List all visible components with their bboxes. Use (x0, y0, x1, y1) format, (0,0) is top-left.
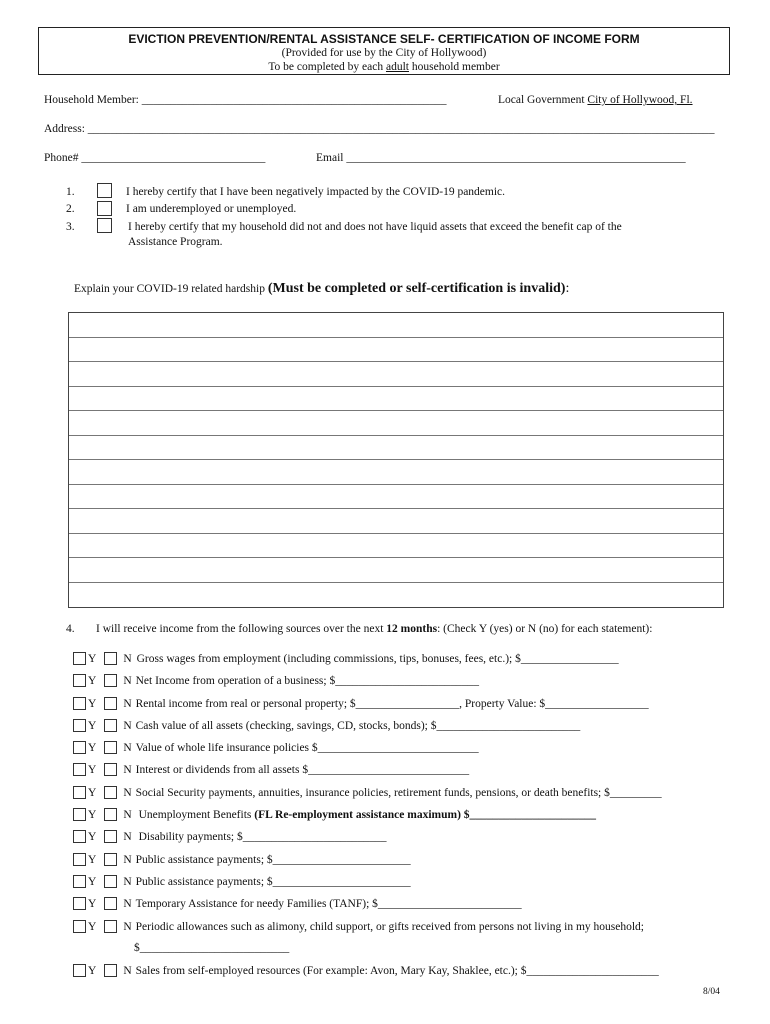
no-label: N (123, 808, 132, 821)
no-checkbox[interactable] (104, 674, 117, 687)
income-row-unemployment (73, 808, 596, 821)
yes-checkbox[interactable] (73, 719, 86, 732)
hardship-emphasis: (Must be completed or self-certification is invalid) (267, 281, 566, 296)
hardship-line (69, 484, 723, 485)
income-row-assets (73, 719, 580, 732)
income-row-tanf (73, 897, 522, 910)
yes-label: Y (88, 786, 97, 799)
no-checkbox[interactable] (104, 830, 117, 843)
household-member-field[interactable]: Household Member: _____________________________________________________ (44, 94, 447, 106)
no-label: N (123, 853, 132, 866)
income-row-gross-wages (73, 652, 619, 665)
yes-checkbox[interactable] (73, 897, 86, 910)
form-instruction (39, 60, 729, 74)
yes-checkbox[interactable] (73, 741, 86, 754)
income-row-disability (73, 830, 387, 843)
income-item-text: Value of whole life insurance policies $____________________________ (135, 741, 479, 754)
income-row-rental (73, 697, 649, 710)
yes-checkbox[interactable] (73, 964, 86, 977)
no-label: N (123, 697, 132, 710)
hardship-line (69, 337, 723, 338)
unemployment-text-bold: (FL Re-employment assistance maximum) (254, 808, 461, 821)
cert-2-number: 2. (66, 203, 75, 215)
yes-checkbox[interactable] (73, 808, 86, 821)
periodic-allowances-amount[interactable]: $__________________________ (134, 942, 290, 954)
income-item-text: Public assistance payments; $________________________ (135, 875, 411, 888)
yes-label: Y (88, 920, 97, 933)
income-item-text: Net Income from operation of a business; $_________________________ (135, 674, 479, 687)
income-item-text: Rental income from real or personal property; $__________________, Property Value: $__________________ (135, 697, 649, 710)
cert-1-checkbox[interactable] (97, 183, 112, 198)
no-checkbox[interactable] (104, 897, 117, 910)
hardship-line (69, 435, 723, 436)
no-label: N (123, 719, 132, 732)
no-label: N (123, 920, 132, 933)
income-number: 4. (66, 623, 75, 635)
hardship-line (69, 361, 723, 362)
hardship-line (69, 508, 723, 509)
cert-2-text: I am underemployed or unemployed. (126, 203, 297, 215)
hardship-label (74, 281, 569, 297)
income-row-public-assistance-1 (73, 853, 411, 866)
no-label: N (123, 674, 132, 687)
yes-checkbox[interactable] (73, 697, 86, 710)
yes-checkbox[interactable] (73, 763, 86, 776)
form-subtitle: (Provided for use by the City of Hollywood) (281, 47, 487, 59)
income-item-text: Interest or dividends from all assets $____________________________ (135, 763, 470, 776)
income-intro (96, 623, 652, 635)
income-item-text: Public assistance payments; $________________________ (135, 853, 411, 866)
income-item-text: Periodic allowances such as alimony, child support, or gifts received from persons not living in my household; (135, 920, 644, 933)
yes-label: Y (88, 808, 97, 821)
no-checkbox[interactable] (104, 964, 117, 977)
email-field[interactable]: Email ___________________________________________________________ (316, 152, 686, 164)
yes-checkbox[interactable] (73, 674, 86, 687)
no-label: N (123, 786, 132, 799)
income-row-public-assistance-2 (73, 875, 411, 888)
no-checkbox[interactable] (104, 697, 117, 710)
yes-label: Y (88, 897, 97, 910)
income-intro-post: : (Check Y (yes) or N (no) for each statement): (437, 623, 653, 635)
phone-field[interactable]: Phone# ________________________________ (44, 152, 266, 164)
hardship-line (69, 459, 723, 460)
yes-checkbox[interactable] (73, 830, 86, 843)
unemployment-text-post: $______________________ (460, 808, 597, 821)
no-label: N (123, 741, 132, 754)
income-item-text: Disability payments; $_________________________ (138, 830, 387, 843)
income-item-text: Sales from self-employed resources (For example: Avon, Mary Kay, Shaklee, etc.); $_______________________ (135, 964, 659, 977)
local-government-value: City of Hollywood, Fl. (587, 94, 693, 106)
no-label: N (123, 875, 132, 888)
hardship-line (69, 557, 723, 558)
address-field[interactable]: Address: _____________________________________________________________________________________________________________ (44, 123, 715, 135)
cert-3-text: I hereby certify that my household did not and does not have liquid assets that exceed the benefit cap of the (128, 221, 622, 233)
cert-3-text-line2: Assistance Program. (128, 236, 223, 248)
instruction-underlined: adult (385, 61, 409, 73)
yes-label: Y (88, 964, 97, 977)
no-checkbox[interactable] (104, 853, 117, 866)
form-title: EVICTION PREVENTION/RENTAL ASSISTANCE SELF- CERTIFICATION OF INCOME FORM (128, 32, 640, 46)
no-checkbox[interactable] (104, 652, 117, 665)
no-label: N (123, 964, 132, 977)
income-item-text: Cash value of all assets (checking, savings, CD, stocks, bonds); $_________________________ (135, 719, 581, 732)
no-checkbox[interactable] (104, 786, 117, 799)
income-item-text: Social Security payments, annuities, insurance policies, retirement funds, pensions, or death benefits; $_________ (135, 786, 662, 799)
local-government-label: Local Government (498, 94, 588, 106)
income-row-life-insurance (73, 741, 479, 754)
instruction-pre: To be completed by each (268, 61, 386, 73)
no-label: N (123, 830, 132, 843)
no-checkbox[interactable] (104, 808, 117, 821)
yes-label: Y (88, 719, 97, 732)
income-item-text: Temporary Assistance for needy Families (TANF); $_________________________ (135, 897, 522, 910)
cert-1-text: I hereby certify that I have been negatively impacted by the COVID-19 pandemic. (126, 186, 506, 198)
hardship-label-text: Explain your COVID-19 related hardship (74, 283, 268, 295)
no-label: N (123, 763, 132, 776)
form-header (38, 27, 730, 75)
unemployment-text-pre: Unemployment Benefits (138, 808, 255, 821)
yes-label: Y (88, 875, 97, 888)
income-row-business (73, 674, 479, 687)
hardship-line (69, 386, 723, 387)
yes-label: Y (88, 697, 97, 710)
income-row-periodic-allowances (73, 920, 644, 933)
hardship-line (69, 410, 723, 411)
hardship-text-area[interactable] (68, 312, 724, 608)
cert-3-number: 3. (66, 221, 75, 233)
page-code: 8/04 (703, 987, 720, 997)
yes-label: Y (88, 853, 97, 866)
yes-label: Y (88, 674, 97, 687)
income-item-text: Gross wages from employment (including commissions, tips, bonuses, fees, etc.); $_________________ (136, 652, 619, 665)
cert-3-checkbox[interactable] (97, 218, 112, 233)
income-row-social-security (73, 786, 662, 799)
yes-label: Y (88, 741, 97, 754)
no-checkbox[interactable] (104, 741, 117, 754)
no-checkbox[interactable] (104, 875, 117, 888)
no-checkbox[interactable] (104, 719, 117, 732)
hardship-line (69, 582, 723, 583)
no-label: N (123, 897, 132, 910)
yes-label: Y (88, 652, 97, 665)
cert-1-number: 1. (66, 186, 75, 198)
yes-label: Y (88, 763, 97, 776)
yes-checkbox[interactable] (73, 875, 86, 888)
no-label: N (123, 652, 132, 665)
no-checkbox[interactable] (104, 763, 117, 776)
instruction-post: household member (408, 61, 500, 73)
income-intro-pre: I will receive income from the following sources over the next (96, 623, 387, 635)
cert-2-checkbox[interactable] (97, 201, 112, 216)
income-row-interest (73, 763, 469, 776)
yes-label: Y (88, 830, 97, 843)
income-item-text (139, 809, 596, 821)
local-government (498, 94, 693, 106)
yes-checkbox[interactable] (73, 920, 86, 933)
yes-checkbox[interactable] (73, 652, 86, 665)
yes-checkbox[interactable] (73, 786, 86, 799)
income-row-self-employed (73, 964, 659, 977)
income-intro-bold: 12 months (386, 623, 438, 635)
no-checkbox[interactable] (104, 920, 117, 933)
hardship-line (69, 533, 723, 534)
hardship-suffix: : (565, 281, 570, 296)
yes-checkbox[interactable] (73, 853, 86, 866)
